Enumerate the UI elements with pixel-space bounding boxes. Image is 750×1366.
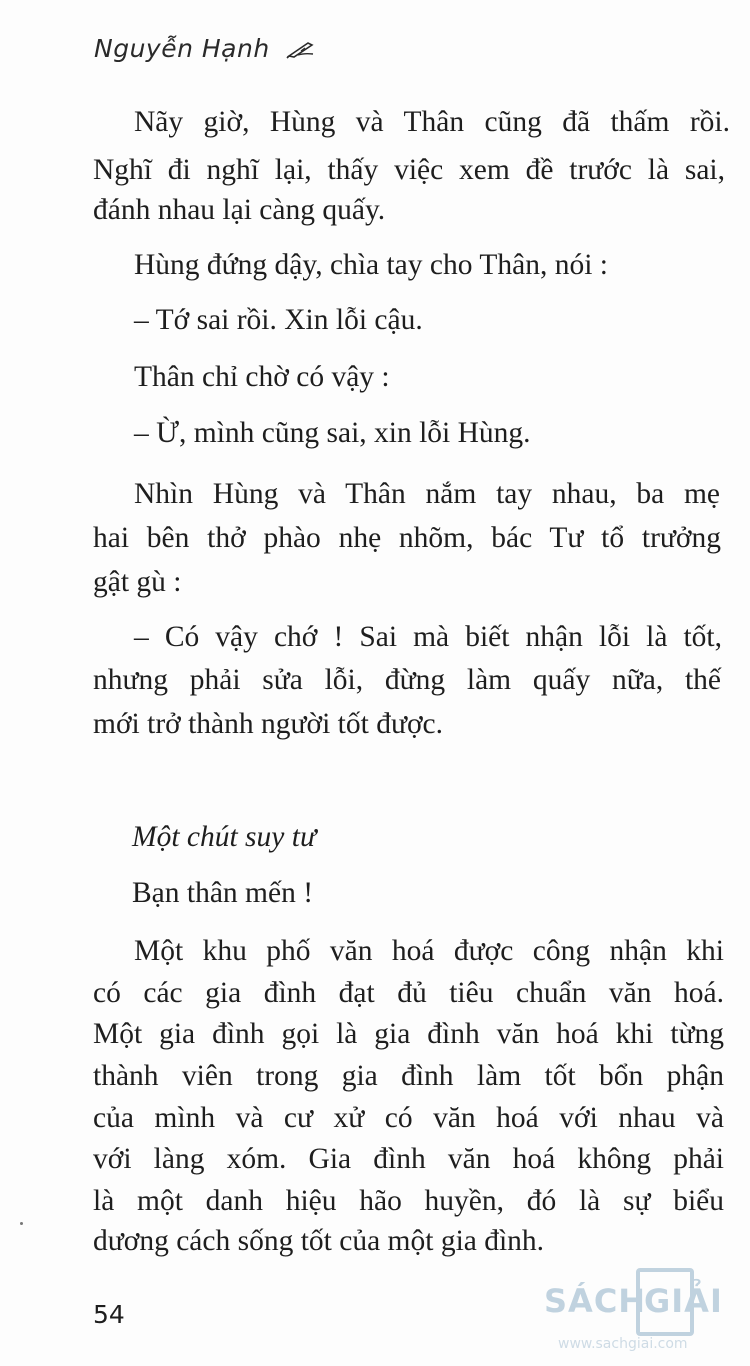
watermark-brand-left: SÁCH — [544, 1282, 647, 1320]
text-line: thành viên trong gia đình làm tốt bổn phận — [93, 1060, 724, 1092]
text-line: – Tớ sai rồi. Xin lỗi cậu. — [134, 304, 423, 336]
text-line: Nhìn Hùng và Thân nắm tay nhau, ba mẹ — [134, 478, 720, 510]
text-line: đánh nhau lại càng quấy. — [93, 194, 386, 226]
pen-icon — [286, 36, 316, 65]
author-name: Nguyễn Hạnh — [94, 34, 270, 63]
text-line: của mình và cư xử có văn hoá với nhau và — [93, 1102, 724, 1134]
watermark-brand-right: GIẢI — [644, 1282, 723, 1320]
text-line: – Ừ, mình cũng sai, xin lỗi Hùng. — [134, 417, 531, 449]
text-line: Một gia đình gọi là gia đình văn hoá khi từng — [93, 1018, 724, 1050]
text-line: dương cách sống tốt của một gia đình. — [93, 1225, 545, 1257]
text-line: nhưng phải sửa lỗi, đừng làm quấy nữa, thế — [93, 664, 721, 696]
text-line: Thân chỉ chờ có vậy : — [134, 361, 390, 393]
text-line: mới trở thành người tốt được. — [93, 708, 444, 740]
text-line: Nãy giờ, Hùng và Thân cũng đã thấm rồi. — [134, 106, 730, 138]
text-line: – Có vậy chớ ! Sai mà biết nhận lỗi là tốt, — [134, 621, 722, 653]
text-line: là một danh hiệu hão huyền, đó là sự biểu — [93, 1185, 724, 1217]
watermark-logo — [544, 1262, 750, 1362]
page-number: 54 — [93, 1300, 125, 1329]
text-line: hai bên thở phào nhẹ nhõm, bác Tư tổ trưởng — [93, 522, 721, 554]
running-header — [94, 34, 316, 65]
text-line: gật gù : — [93, 566, 182, 598]
text-line: Nghĩ đi nghĩ lại, thấy việc xem đề trước là sai, — [93, 154, 725, 186]
section-heading: Một chút suy tư — [132, 821, 317, 853]
greeting-line: Bạn thân mến ! — [132, 877, 314, 909]
print-speck — [20, 1222, 23, 1225]
text-line: Một khu phố văn hoá được công nhận khi — [134, 935, 724, 967]
text-line: Hùng đứng dậy, chìa tay cho Thân, nói : — [134, 249, 608, 281]
text-line: với làng xóm. Gia đình văn hoá không phải — [93, 1143, 724, 1175]
watermark-url: www.sachgiai.com — [558, 1336, 688, 1352]
text-line: có các gia đình đạt đủ tiêu chuẩn văn hoá. — [93, 977, 724, 1009]
